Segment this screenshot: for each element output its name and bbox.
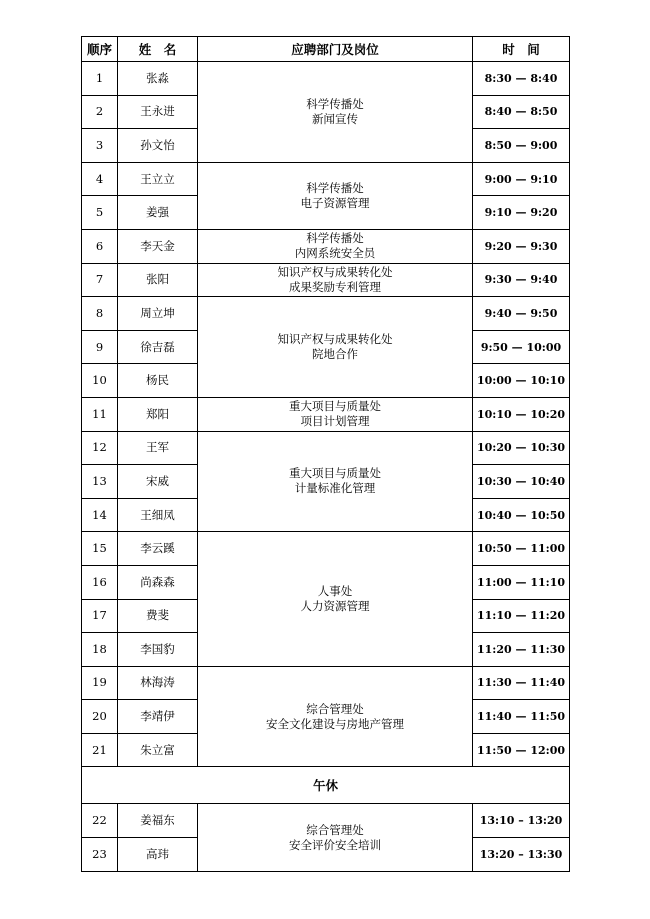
table-row xyxy=(82,297,570,331)
department-position-cell xyxy=(198,229,473,263)
time-cell: 8:40 — 8:50 xyxy=(473,95,570,129)
name-cell: 姜强 xyxy=(118,196,198,230)
time-cell: 9:30 — 9:40 xyxy=(473,263,570,297)
order-cell: 14 xyxy=(82,498,118,532)
table-row xyxy=(82,397,570,431)
schedule-body xyxy=(82,62,570,872)
order-cell: 22 xyxy=(82,804,118,838)
order-cell: 20 xyxy=(82,700,118,734)
name-cell: 王细凤 xyxy=(118,498,198,532)
order-cell: 18 xyxy=(82,633,118,667)
position-name: 计量标准化管理 xyxy=(294,481,376,496)
position-name: 安全文化建设与房地产管理 xyxy=(266,716,404,731)
department-position-cell xyxy=(198,297,473,398)
name-cell: 徐吉磊 xyxy=(118,330,198,364)
time-cell: 13:10 – 13:20 xyxy=(473,804,570,838)
department-position-cell xyxy=(198,397,473,431)
department-position-cell xyxy=(198,431,473,532)
time-cell: 10:10 — 10:20 xyxy=(473,397,570,431)
time-cell: 10:00 — 10:10 xyxy=(473,364,570,398)
order-cell: 17 xyxy=(82,599,118,633)
table-row xyxy=(82,62,570,96)
department-position-cell xyxy=(198,162,473,229)
department-position-cell xyxy=(198,532,473,666)
time-cell: 13:20 – 13:30 xyxy=(473,838,570,872)
order-cell: 13 xyxy=(82,465,118,499)
header-order: 顺序 xyxy=(82,37,118,62)
name-cell: 王军 xyxy=(118,431,198,465)
name-cell: 尚森森 xyxy=(118,565,198,599)
department-name: 重大项目与质量处 xyxy=(289,399,381,414)
table-row xyxy=(82,229,570,263)
name-cell: 李国豹 xyxy=(118,633,198,667)
department-position-cell xyxy=(198,62,473,163)
name-cell: 林海涛 xyxy=(118,666,198,700)
order-cell: 16 xyxy=(82,565,118,599)
name-cell: 姜福东 xyxy=(118,804,198,838)
name-cell: 朱立富 xyxy=(118,733,198,767)
order-cell: 7 xyxy=(82,263,118,297)
name-cell: 王永进 xyxy=(118,95,198,129)
name-cell: 孙文怡 xyxy=(118,129,198,163)
department-name: 科学传播处 xyxy=(306,231,364,246)
order-cell: 23 xyxy=(82,838,118,872)
department-name: 科学传播处 xyxy=(306,96,364,111)
table-row xyxy=(82,162,570,196)
break-row xyxy=(82,767,570,804)
time-cell: 10:50 — 11:00 xyxy=(473,532,570,566)
department-name: 综合管理处 xyxy=(306,701,364,716)
department-position-cell xyxy=(198,804,473,871)
order-cell: 11 xyxy=(82,397,118,431)
name-cell: 郑阳 xyxy=(118,397,198,431)
time-cell: 11:20 — 11:30 xyxy=(473,633,570,667)
order-cell: 12 xyxy=(82,431,118,465)
department-name: 重大项目与质量处 xyxy=(289,466,381,481)
order-cell: 19 xyxy=(82,666,118,700)
order-cell: 8 xyxy=(82,297,118,331)
time-cell: 11:40 — 11:50 xyxy=(473,700,570,734)
lunch-break-label: 午休 xyxy=(82,767,570,804)
department-position-cell xyxy=(198,666,473,767)
interview-schedule-table xyxy=(81,36,570,872)
header-time: 时 间 xyxy=(473,37,570,62)
time-cell: 8:30 — 8:40 xyxy=(473,62,570,96)
time-cell: 10:20 — 10:30 xyxy=(473,431,570,465)
order-cell: 2 xyxy=(82,95,118,129)
department-name: 人事处 xyxy=(317,584,353,598)
name-cell: 杨民 xyxy=(118,364,198,398)
time-cell: 9:10 — 9:20 xyxy=(473,196,570,230)
position-name: 人力资源管理 xyxy=(300,599,370,613)
name-cell: 李靖伊 xyxy=(118,700,198,734)
time-cell: 10:30 — 10:40 xyxy=(473,465,570,499)
name-cell: 李云蹊 xyxy=(118,532,198,566)
time-cell: 9:20 — 9:30 xyxy=(473,229,570,263)
order-cell: 6 xyxy=(82,229,118,263)
order-cell: 15 xyxy=(82,532,118,566)
time-cell: 9:00 — 9:10 xyxy=(473,162,570,196)
table-row xyxy=(82,804,570,838)
name-cell: 高玮 xyxy=(118,838,198,872)
name-cell: 宋威 xyxy=(118,465,198,499)
position-name: 院地合作 xyxy=(312,347,358,362)
name-cell: 周立坤 xyxy=(118,297,198,331)
time-cell: 9:40 — 9:50 xyxy=(473,297,570,331)
order-cell: 3 xyxy=(82,129,118,163)
header-name: 姓 名 xyxy=(118,37,198,62)
table-row xyxy=(82,666,570,700)
order-cell: 9 xyxy=(82,330,118,364)
order-cell: 5 xyxy=(82,196,118,230)
table-row xyxy=(82,431,570,465)
name-cell: 李天金 xyxy=(118,229,198,263)
header-dept: 应聘部门及岗位 xyxy=(198,37,473,62)
department-position-cell xyxy=(198,263,473,297)
order-cell: 21 xyxy=(82,733,118,767)
time-cell: 11:00 — 11:10 xyxy=(473,565,570,599)
position-name: 新闻宣传 xyxy=(312,111,358,126)
position-name: 安全评价安全培训 xyxy=(289,837,381,852)
order-cell: 1 xyxy=(82,62,118,96)
department-name: 知识产权与成果转化处 xyxy=(277,332,393,347)
time-cell: 10:40 — 10:50 xyxy=(473,498,570,532)
name-cell: 张淼 xyxy=(118,62,198,96)
time-cell: 11:30 — 11:40 xyxy=(473,666,570,700)
position-name: 成果奖励专利管理 xyxy=(289,279,381,294)
order-cell: 4 xyxy=(82,162,118,196)
position-name: 项目计划管理 xyxy=(300,414,370,429)
order-cell: 10 xyxy=(82,364,118,398)
time-cell: 11:50 — 12:00 xyxy=(473,733,570,767)
name-cell: 费斐 xyxy=(118,599,198,633)
table-row xyxy=(82,532,570,566)
name-cell: 王立立 xyxy=(118,162,198,196)
time-cell: 11:10 — 11:20 xyxy=(473,599,570,633)
table-row xyxy=(82,263,570,297)
department-name: 科学传播处 xyxy=(306,180,364,195)
name-cell: 张阳 xyxy=(118,263,198,297)
time-cell: 9:50 — 10:00 xyxy=(473,330,570,364)
time-cell: 8:50 — 9:00 xyxy=(473,129,570,163)
department-name: 知识产权与成果转化处 xyxy=(277,264,393,279)
header-row xyxy=(82,37,570,62)
department-name: 综合管理处 xyxy=(306,822,364,837)
position-name: 电子资源管理 xyxy=(300,195,370,210)
position-name: 内网系统安全员 xyxy=(294,246,376,261)
